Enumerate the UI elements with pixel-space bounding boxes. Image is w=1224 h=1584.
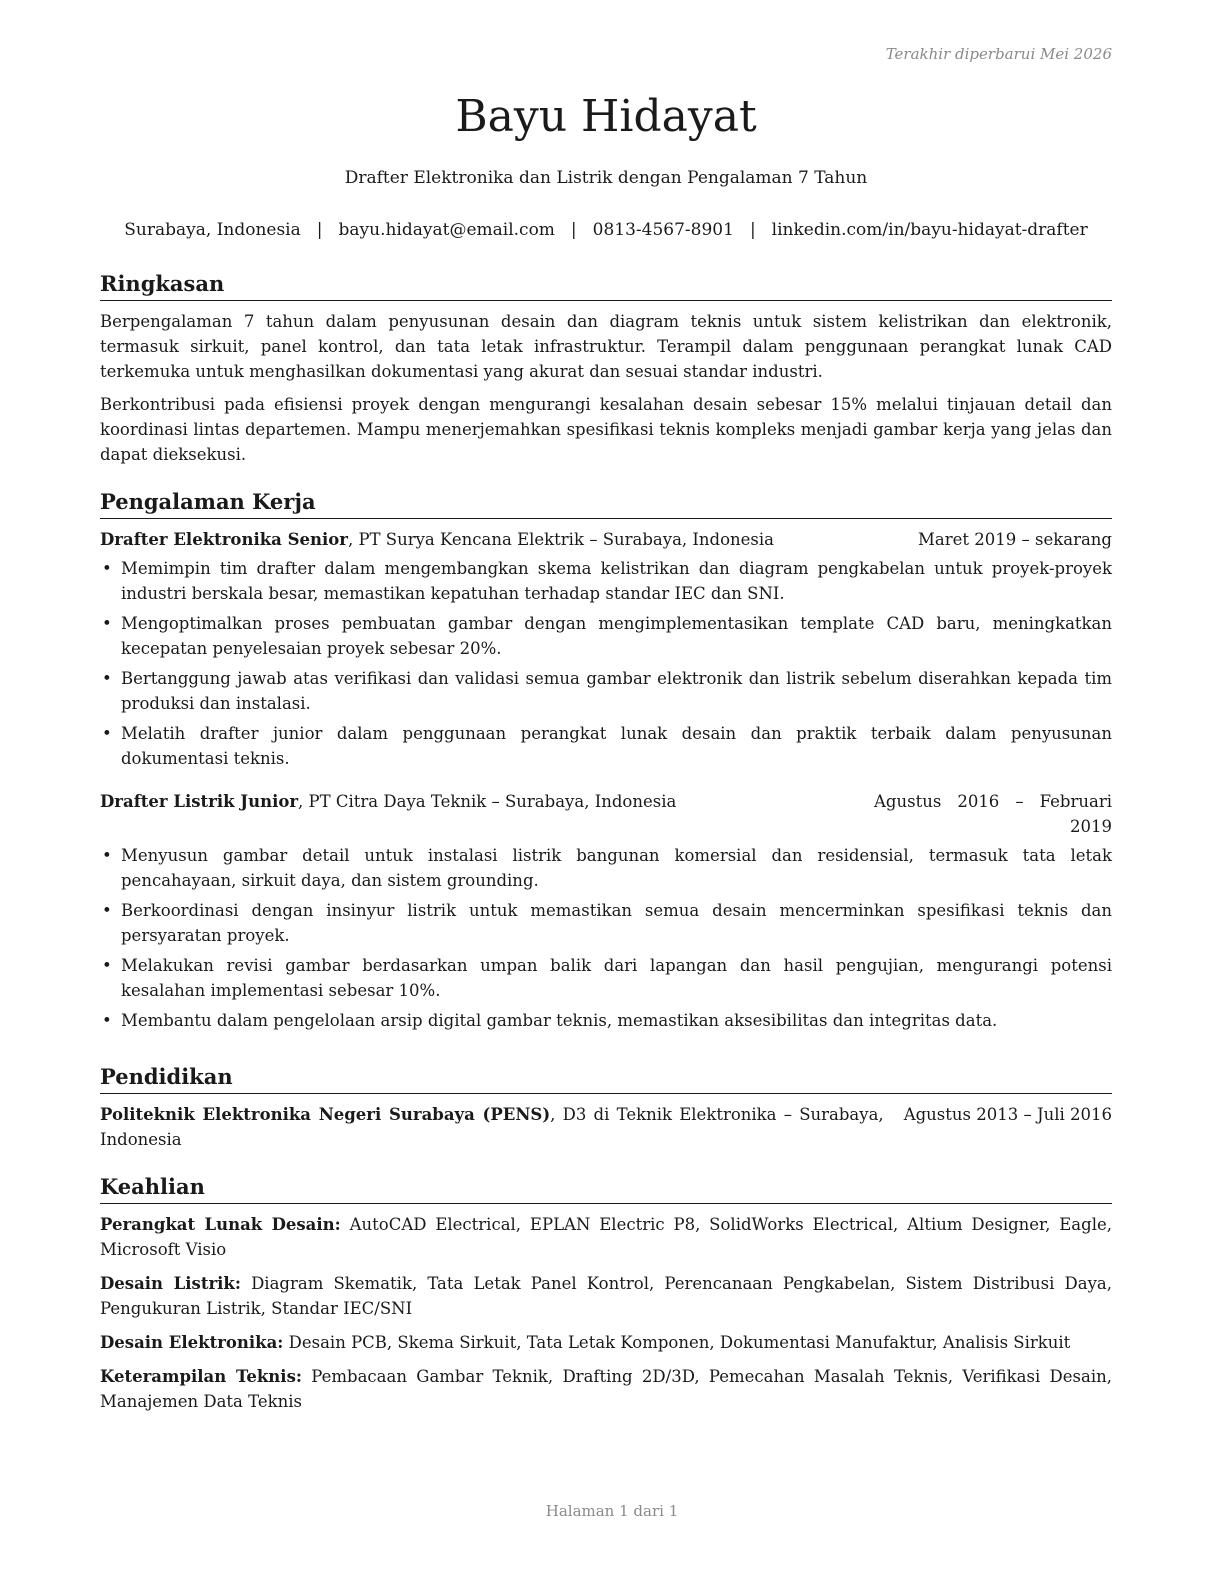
skill-label: Perangkat Lunak Desain:: [100, 1215, 341, 1234]
skill-value: Desain PCB, Skema Sirkuit, Tata Letak Komponen, Dokumentasi Manufaktur, Analisis Sirkuit: [283, 1333, 1071, 1352]
job-title-line: [100, 789, 874, 839]
skill-label: Desain Listrik:: [100, 1274, 241, 1293]
contact-email[interactable]: bayu.hidayat@email.com: [338, 220, 555, 240]
section-title-skills: Keahlian: [100, 1173, 1112, 1204]
job-entry: [100, 789, 1112, 1033]
contact-linkedin[interactable]: linkedin.com/in/bayu-hidayat-drafter: [771, 220, 1088, 240]
contact-separator: |: [749, 220, 756, 240]
education-dates: Agustus 2013 – Juli 2016: [903, 1105, 1112, 1124]
job-header: [100, 527, 1112, 552]
job-dates: Agustus 2016 – Februari 2019: [874, 792, 1112, 836]
education-school: Politeknik Elektronika Negeri Surabaya (PENS): [100, 1105, 551, 1124]
job-role: Drafter Elektronika Senior: [100, 530, 348, 549]
job-bullet: • Membantu dalam pengelolaan arsip digital gambar teknis, memastikan aksesibilitas dan integritas data.: [100, 1008, 1112, 1033]
section-title-experience: Pengalaman Kerja: [100, 488, 1112, 519]
skill-label: Desain Elektronika:: [100, 1333, 284, 1352]
job-bullet: • Melatih drafter junior dalam penggunaan perangkat lunak desain dan praktik terbaik dalam penyusunan dokumentasi teknis.: [100, 721, 1112, 771]
job-header: [100, 789, 1112, 839]
experience-section: [100, 488, 1112, 1038]
contact-line: [100, 220, 1112, 240]
summary-paragraph: Berkontribusi pada efisiensi proyek dengan mengurangi kesalahan desain sebesar 15% melalui tinjauan detail dan koordinasi lintas departemen. Mampu menerjemahkan spesifikasi teknis kompleks menjadi gambar kerja yang jelas dan dapat dieksekusi.: [100, 395, 1112, 464]
job-title-line: [100, 527, 918, 552]
education-section: [100, 1063, 1112, 1152]
job-bullet: • Menyusun gambar detail untuk instalasi listrik bangunan komersial dan residensial, termasuk tata letak pencahayaan, sirkuit daya, dan sistem grounding.: [100, 843, 1112, 893]
summary-paragraph: Berpengalaman 7 tahun dalam penyusunan desain dan diagram teknis untuk sistem kelistrikan dan elektronik, termasuk sirkuit, panel kontrol, dan tata letak infrastruktur. Terampil dalam penggunaan perangkat lunak CAD terkemuka untuk menghasilkan dokumentasi yang akurat dan sesuai standar industri.: [100, 312, 1112, 381]
skill-group: [100, 1271, 1112, 1321]
contact-separator: |: [570, 220, 577, 240]
contact-phone: 0813-4567-8901: [592, 220, 734, 240]
candidate-name: Bayu Hidayat: [455, 91, 757, 142]
skill-group: [100, 1212, 1112, 1262]
section-title-summary: Ringkasan: [100, 270, 1112, 301]
skill-value: Diagram Skematik, Tata Letak Panel Kontrol, Perencanaan Pengkabelan, Sistem Distribusi Daya, Pengukuran Listrik, Standar IEC/SNI: [100, 1274, 1112, 1318]
job-bullet: • Memimpin tim drafter dalam mengembangkan skema kelistrikan dan diagram pengkabelan untuk proyek-proyek industri berskala besar, memastikan kepatuhan terhadap standar IEC dan SNI.: [100, 556, 1112, 606]
skill-value: Pembacaan Gambar Teknik, Drafting 2D/3D, Pemecahan Masalah Teknis, Verifikasi Desain, Manajemen Data Teknis: [100, 1367, 1113, 1411]
job-company: , PT Surya Kencana Elektrik – Surabaya, Indonesia: [347, 530, 775, 549]
job-bullet: • Melakukan revisi gambar berdasarkan umpan balik dari lapangan dan hasil pengujian, mengurangi potensi kesalahan implementasi sebesar 10%.: [100, 953, 1112, 1003]
job-bullet: • Berkoordinasi dengan insinyur listrik untuk memastikan semua desain mencerminkan spesifikasi teknis dan persyaratan proyek.: [100, 898, 1112, 948]
skill-group: [100, 1330, 1112, 1355]
summary-section: [100, 270, 1112, 475]
education-line: [100, 1102, 904, 1152]
page-number-footer: Halaman 1 dari 1: [545, 1502, 679, 1520]
education-detail: , D3 di Teknik Elektronika – Surabaya, Indonesia: [100, 1105, 884, 1149]
skill-group: [100, 1364, 1112, 1414]
last-updated-note: Terakhir diperbarui Mei 2026: [885, 45, 1112, 63]
skill-label: Keterampilan Teknis:: [100, 1367, 302, 1386]
section-title-education: Pendidikan: [100, 1063, 1112, 1094]
job-bullet: • Bertanggung jawab atas verifikasi dan validasi semua gambar elektronik dan listrik sebelum diserahkan kepada tim produksi dan instalasi.: [100, 666, 1112, 716]
job-company: , PT Citra Daya Teknik – Surabaya, Indonesia: [298, 792, 677, 811]
skills-section: [100, 1173, 1112, 1423]
contact-separator: |: [316, 220, 323, 240]
job-role: Drafter Listrik Junior: [100, 792, 299, 811]
education-entry: [100, 1102, 1112, 1152]
job-bullets: [100, 843, 1112, 1033]
candidate-tagline: Drafter Elektronika dan Listrik dengan Pengalaman 7 Tahun: [344, 168, 868, 188]
job-entry: [100, 527, 1112, 771]
contact-location: Surabaya, Indonesia: [124, 220, 301, 240]
job-dates: Maret 2019 – sekarang: [918, 530, 1112, 549]
job-bullet: • Mengoptimalkan proses pembuatan gambar dengan mengimplementasikan template CAD baru, meningkatkan kecepatan penyelesaian proyek sebesar 20%.: [100, 611, 1112, 661]
skill-value: AutoCAD Electrical, EPLAN Electric P8, SolidWorks Electrical, Altium Designer, Eagle, Microsoft Visio: [100, 1215, 1112, 1259]
job-bullets: [100, 556, 1112, 771]
